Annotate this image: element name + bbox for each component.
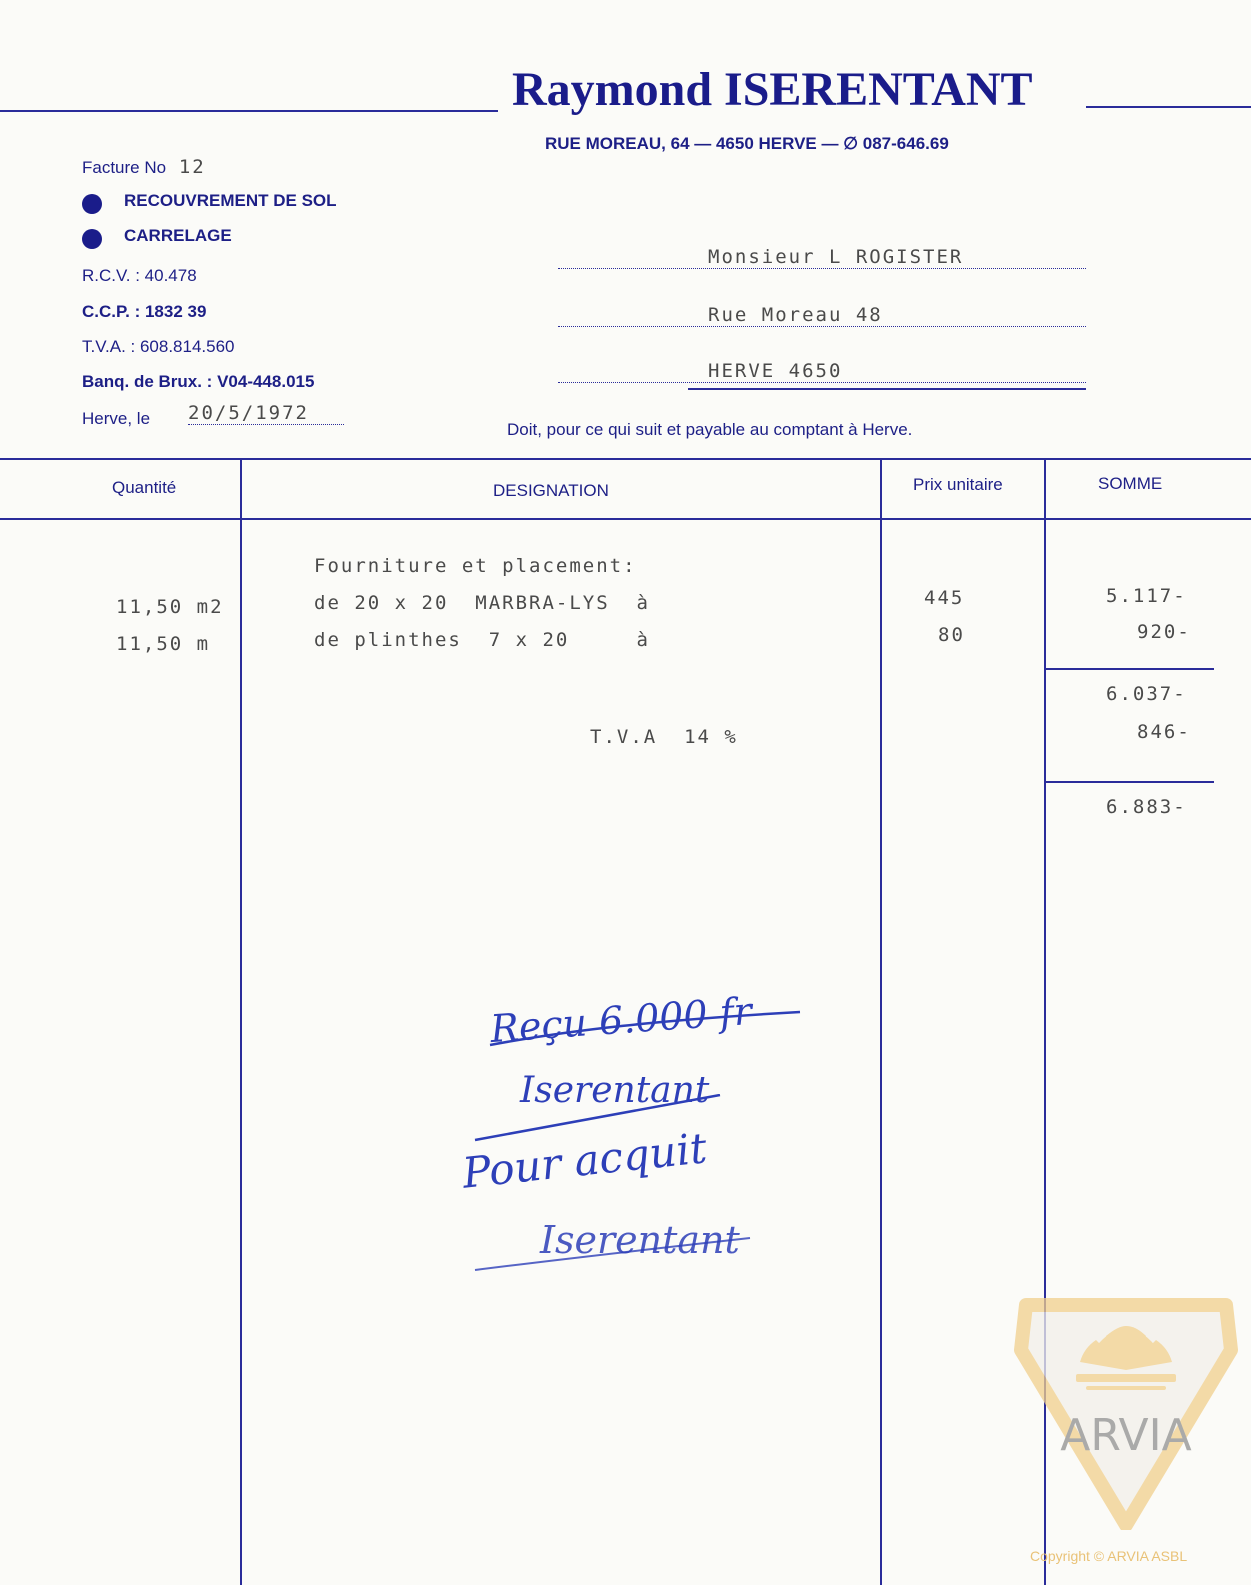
header-designation: DESIGNATION [493,481,609,500]
row-2-sum: 920- [1137,621,1191,643]
row-1-price: 445 [924,587,965,609]
bullet-icon [82,229,102,249]
handwritten-signature-2: Iserentant [540,1218,740,1262]
company-address: RUE MOREAU, 64 — 4650 HERVE — ∅ 087-646.69 [545,134,949,153]
copyright-notice: Copyright © ARVIA ASBL [1030,1548,1188,1564]
column-divider-1 [240,458,242,1585]
service-carrelage: CARRELAGE [124,226,232,245]
row-2-price: 80 [938,624,965,646]
service-recouvrement: RECOUVREMENT DE SOL [124,191,337,210]
row-2-designation: de plinthes 7 x 20 à [314,629,650,651]
row-2-quantity: 11,50 m [116,633,211,655]
date-label: Herve, le [82,409,151,428]
arvia-logo-text: ARVIA [1060,1410,1192,1461]
payment-terms: Doit, pour ce qui suit et payable au comptant à Herve. [507,420,913,439]
handwritten-acquit: Pour acquit [460,1123,710,1198]
recipient-name: Monsieur L ROGISTER [708,246,964,268]
recipient-underline [688,388,1086,390]
ccp-number: C.C.P. : 1832 39 [82,302,207,321]
row-1-designation: de 20 x 20 MARBRA-LYS à [314,592,650,614]
facture-label: Facture No 12 [82,156,206,178]
strike-through [470,1230,760,1280]
handwritten-received: Reçu 6.000 fr [488,988,754,1052]
header-quantity: Quantité [112,478,177,497]
arvia-logo [1006,1290,1246,1530]
facture-number: 12 [178,156,206,178]
table-header-rule [0,518,1251,520]
bullet-icon [82,194,102,214]
tva-number: T.V.A. : 608.814.560 [82,337,235,356]
invoice-date: 20/5/1972 [188,402,344,425]
column-divider-2 [880,458,882,1585]
tva-amount: 846- [1137,721,1191,743]
recipient-city: HERVE 4650 [708,360,843,382]
strike-through [480,1000,810,1060]
total: 6.883- [1106,796,1187,818]
designation-intro: Fourniture et placement: [314,555,637,577]
row-1-quantity: 11,50 m2 [116,596,224,618]
table-top-rule [0,458,1251,460]
tva-label: T.V.A 14 % [590,726,738,748]
rcv-number: R.C.V. : 40.478 [82,266,197,285]
subtotal: 6.037- [1106,683,1187,705]
subtotal-rule [1046,668,1214,670]
header-sum: SOMME [1098,474,1163,493]
row-1-sum: 5.117- [1106,585,1187,607]
header-unit-price: Prix unitaire [913,475,1003,494]
company-name: Raymond ISERENTANT [512,63,1033,116]
header-rule-right [1086,106,1251,108]
recipient-street: Rue Moreau 48 [708,304,883,326]
bank-number: Banq. de Brux. : V04-448.015 [82,372,315,391]
total-rule [1046,781,1214,783]
header-rule-left [0,110,498,112]
handwritten-signature-1: Iserentant [520,1070,710,1111]
